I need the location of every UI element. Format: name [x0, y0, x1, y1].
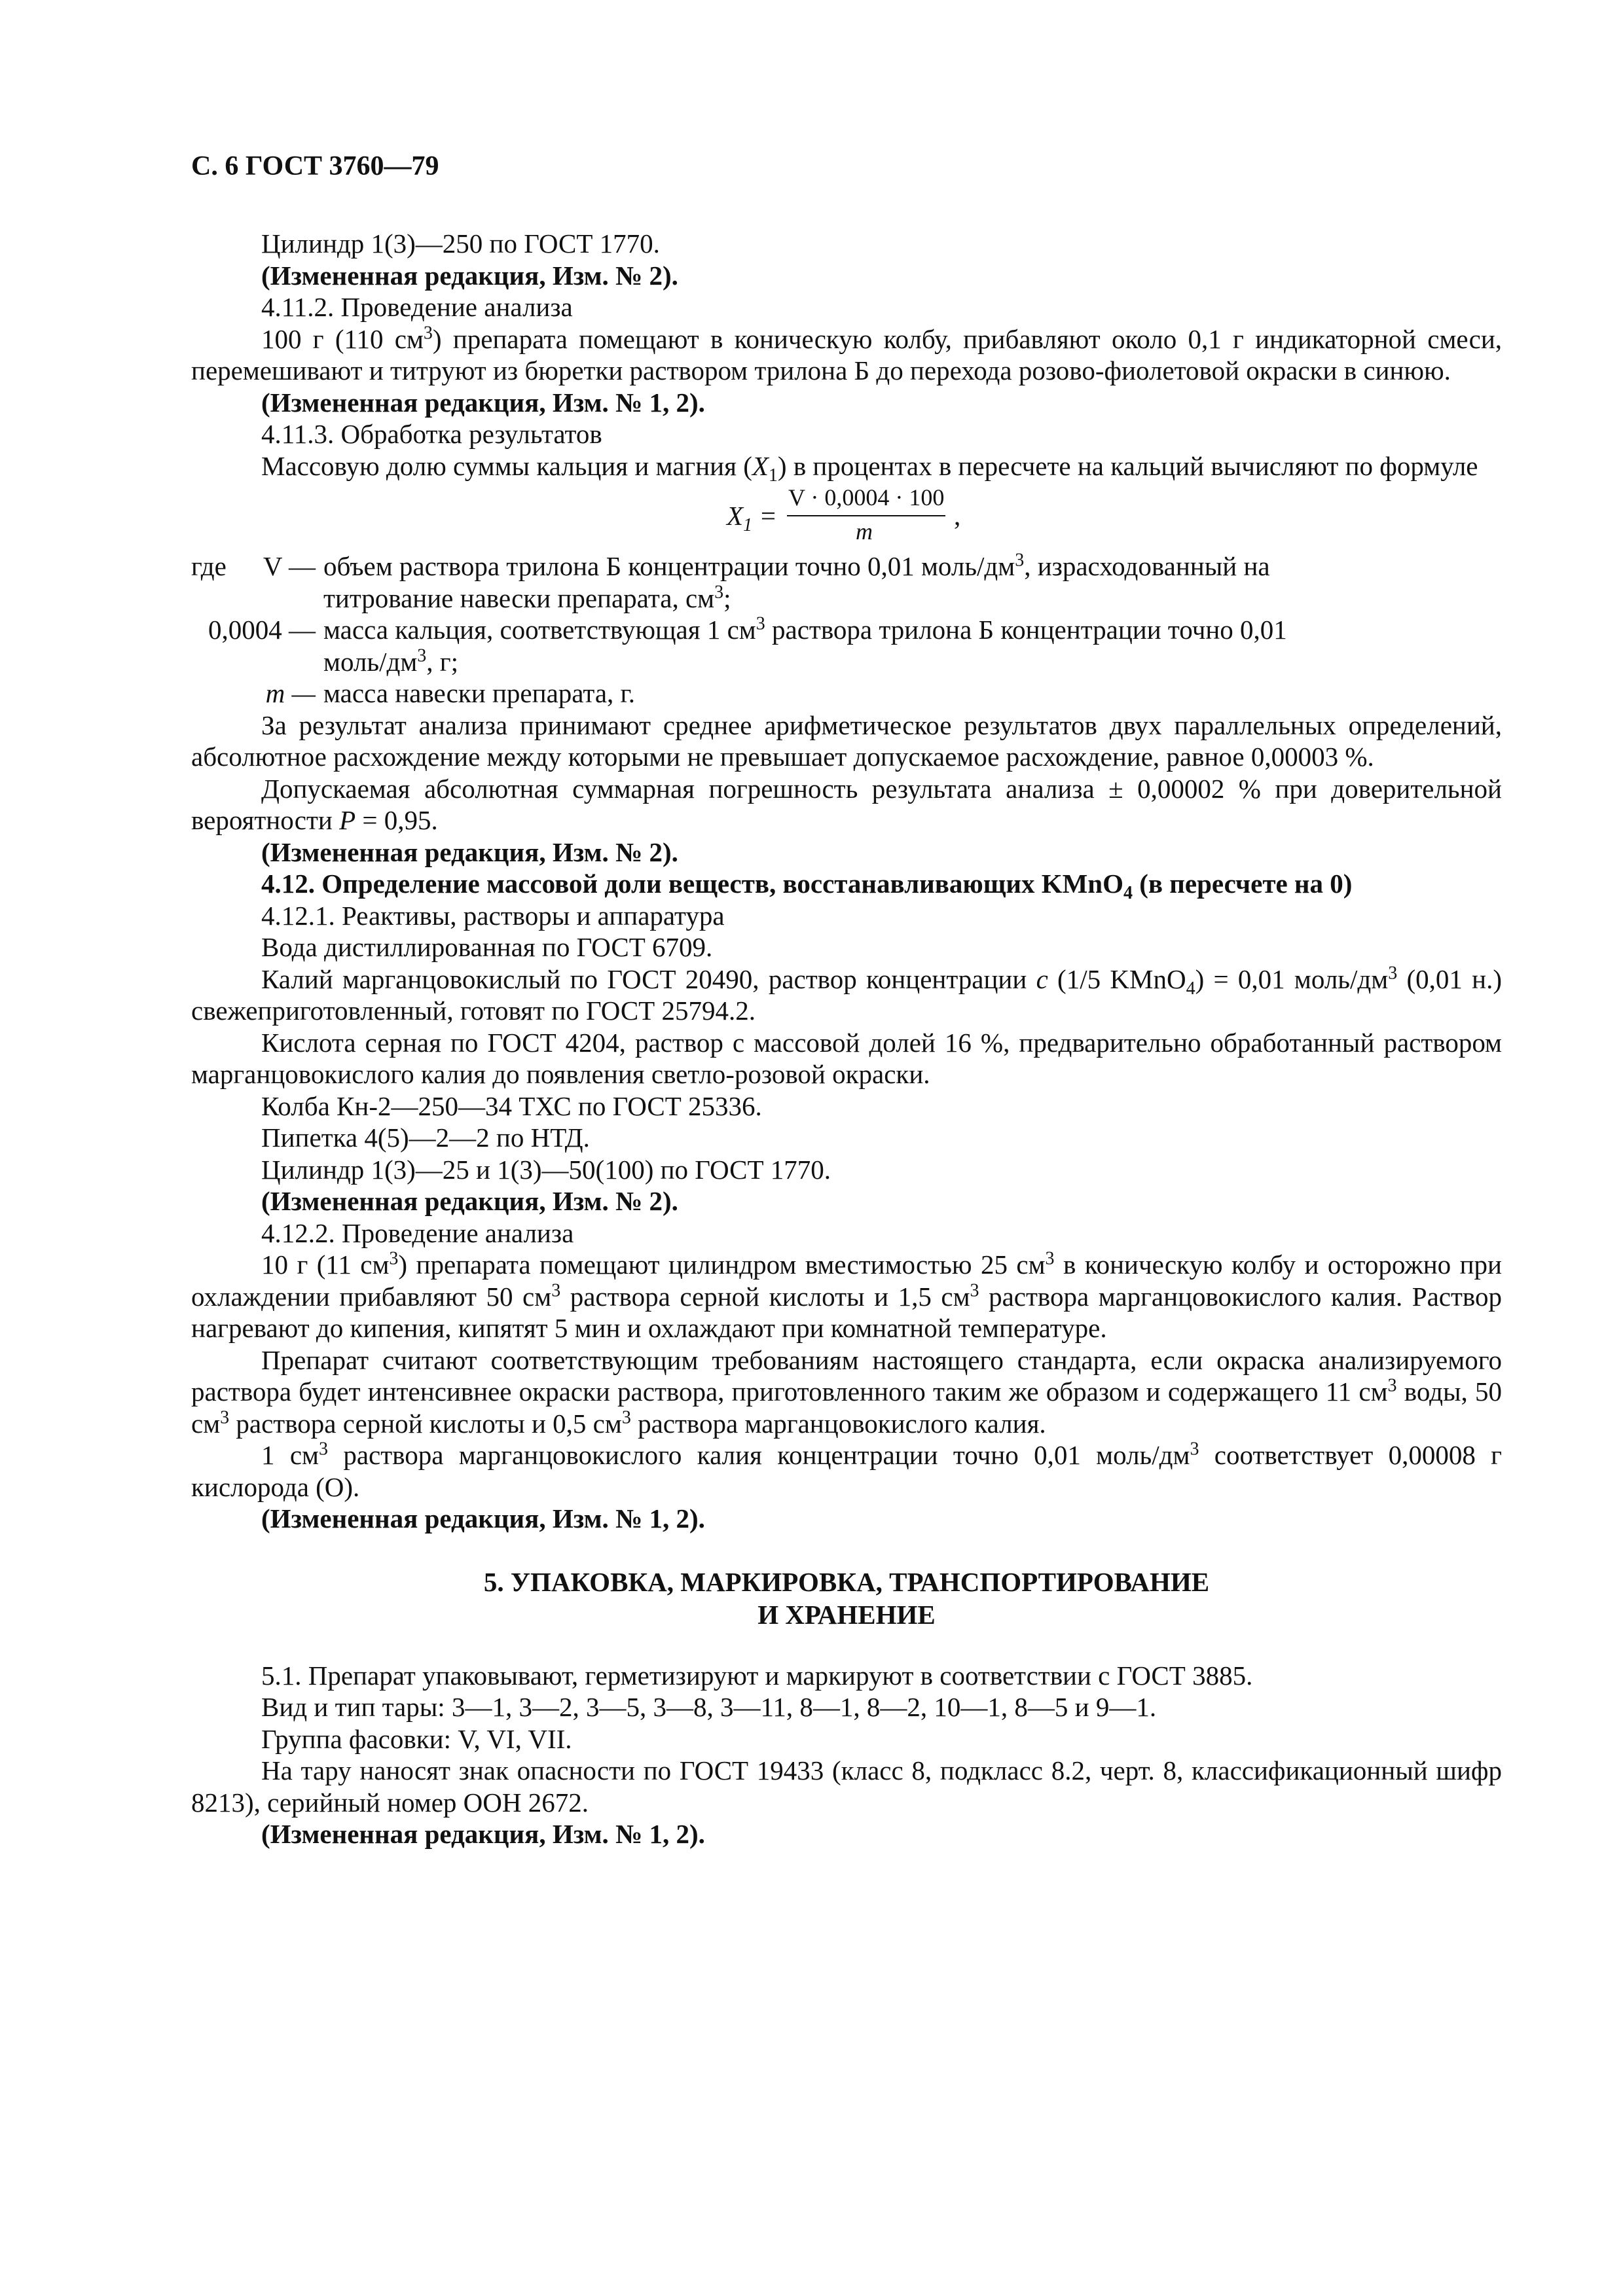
page-content	[191, 228, 1502, 1850]
section-5-heading: 5. УПАКОВКА, МАРКИРОВКА, ТРАНСПОРТИРОВАНИЕ И ХРАНЕНИЕ	[483, 1566, 1210, 1630]
definition-const: 0,0004 — масса кальция, соответствующая 1 $см^3$ раствора трилона Б концентрации точно 0,01	[208, 613, 1287, 645]
paragraph-equivalence: 1 $см^3$ раствора марганцовокислого калия концентрации точно 0,01 моль/$дм^3$ соответствует 0,00008 г кислорода (О).	[191, 1439, 1503, 1502]
formula-comma: ,	[954, 501, 961, 531]
subsection-heading: 4.11.3. Обработка результатов	[261, 419, 602, 449]
formula	[191, 482, 1502, 550]
formula-denominator: m	[856, 518, 873, 545]
revision-note: (Измененная редакция, Изм. № 1, 2).	[261, 1819, 705, 1849]
paragraph-result: За результат анализа принимают среднее арифметическое результатов двух параллельных определений, абсолютное расхождение между которыми не превышает допускаемое расхождение, равное 0,00003 %.	[191, 709, 1502, 772]
paragraph-flask: Колба Кн-2—250—34 ТХС по ГОСТ 25336.	[261, 1090, 762, 1121]
formula-numerator: V · 0,0004 · 100	[787, 482, 945, 516]
page-header: С. 6 ГОСТ 3760—79	[191, 151, 439, 181]
definitions	[191, 550, 1502, 709]
paragraph-cylinder: Цилиндр 1(3)—250 по ГОСТ 1770.	[261, 228, 660, 259]
paragraph-pipette: Пипетка 4(5)—2—2 по НТД.	[261, 1122, 590, 1153]
paragraph-analysis: 100 г (110 $см^3$) препарата помещают в коническую колбу, прибавляют около 0,1 г индикаторной смеси, перемешивают и титруют из бюретки раствором трилона Б до перехода розово-фиолетовой окраски в синюю.	[191, 322, 1503, 386]
paragraph-cylinder-2: Цилиндр 1(3)—25 и 1(3)—50(100) по ГОСТ 1770.	[261, 1154, 831, 1185]
paragraph-group: Группа фасовки: V, VI, VII.	[261, 1723, 572, 1754]
paragraph-kmno4: Калий марганцовокислый по ГОСТ 20490, раствор концентрации c (1/5 KMnO$_4$) = 0,01 моль/$дм^3$ (0,01 н.) свежеприготовленный, готовят по ГОСТ 25794.2.	[191, 962, 1502, 1026]
subsection-heading: 4.12.2. Проведение анализа	[261, 1217, 574, 1248]
revision-note: (Измененная редакция, Изм. № 2).	[261, 260, 678, 291]
subsection-heading: 4.12.1. Реактивы, растворы и аппаратура	[261, 900, 725, 931]
paragraph-error: Допускаемая абсолютная суммарная погрешность результата анализа ± 0,00002 % при доверительной вероятности P = 0,95.	[191, 773, 1502, 835]
paragraph-5-1: 5.1. Препарат упаковывают, герметизируют и маркируют в соответствии с ГОСТ 3885.	[261, 1660, 1253, 1691]
paragraph-danger: На тару наносят знак опасности по ГОСТ 19433 (класс 8, подкласс 8.2, черт. 8, классификационный шифр 8213), серийный номер ООН 2672.	[191, 1755, 1502, 1818]
paragraph-analysis-2: 10 г (11 $см^3$) препарата помещают цилиндром вместимостью 25 $см^3$ в коническую колбу и осторожно при охлаждении прибавляют 50 $см^3$ раствора серной кислоты и 1,5 $см^3$ раствора марганцовокислого калия. Раствор нагревают до кипения, кипятят 5 мин и охлаждают при комнатной температуре.	[191, 1248, 1502, 1343]
revision-note: (Измененная редакция, Изм. № 2).	[261, 1186, 678, 1216]
definition-const-cont: моль/$дм^3$, г;	[323, 645, 458, 677]
paragraph-water: Вода дистиллированная по ГОСТ 6709.	[261, 932, 713, 962]
paragraph-mass-fraction: Массовую долю суммы кальция и магния $(X_1)$ в процентах в пересчете на кальций вычисляют по формуле	[261, 450, 1478, 486]
definition-m: m — масса навески препарата, г.	[265, 678, 635, 708]
paragraph-criteria: Препарат считают соответствующим требованиям настоящего стандарта, если окраска анализируемого раствора будет интенсивнее окраски раствора, приготовленного таким же образом и содержащего 11 $см^3$ воды, 50 $см^3$ раствора серной кислоты и 0,5 $см^3$ раствора марганцовокислого калия.	[191, 1344, 1502, 1439]
subsection-heading: 4.11.2. Проведение анализа	[261, 292, 573, 322]
revision-note: (Измененная редакция, Изм. № 1, 2).	[261, 387, 705, 418]
paragraph-acid: Кислота серная по ГОСТ 4204, раствор с массовой долей 16 %, предварительно обработанный раствором марганцовокислого калия до появления светло-розовой окраски.	[191, 1027, 1502, 1089]
formula-lhs: $X_1$ =	[727, 501, 777, 536]
revision-note: (Измененная редакция, Изм. № 2).	[261, 836, 678, 867]
paragraph-tare: Вид и тип тары: 3—1, 3—2, 3—5, 3—8, 3—11, 8—1, 8—2, 10—1, 8—5 и 9—1.	[261, 1692, 1157, 1722]
definition-v: где V — объем раствора трилона Б концентрации точно 0,01 моль/$дм^3$, израсходованный на	[191, 550, 1270, 581]
section-heading-4-12: 4.12. Определение массовой доли веществ, восстанавливающих KMnO$_4$ (в пересчете на 0)	[261, 869, 1353, 904]
definition-v-cont: титрование навески препарата, $см^3$;	[323, 581, 731, 613]
revision-note: (Измененная редакция, Изм. № 1, 2).	[261, 1503, 705, 1534]
